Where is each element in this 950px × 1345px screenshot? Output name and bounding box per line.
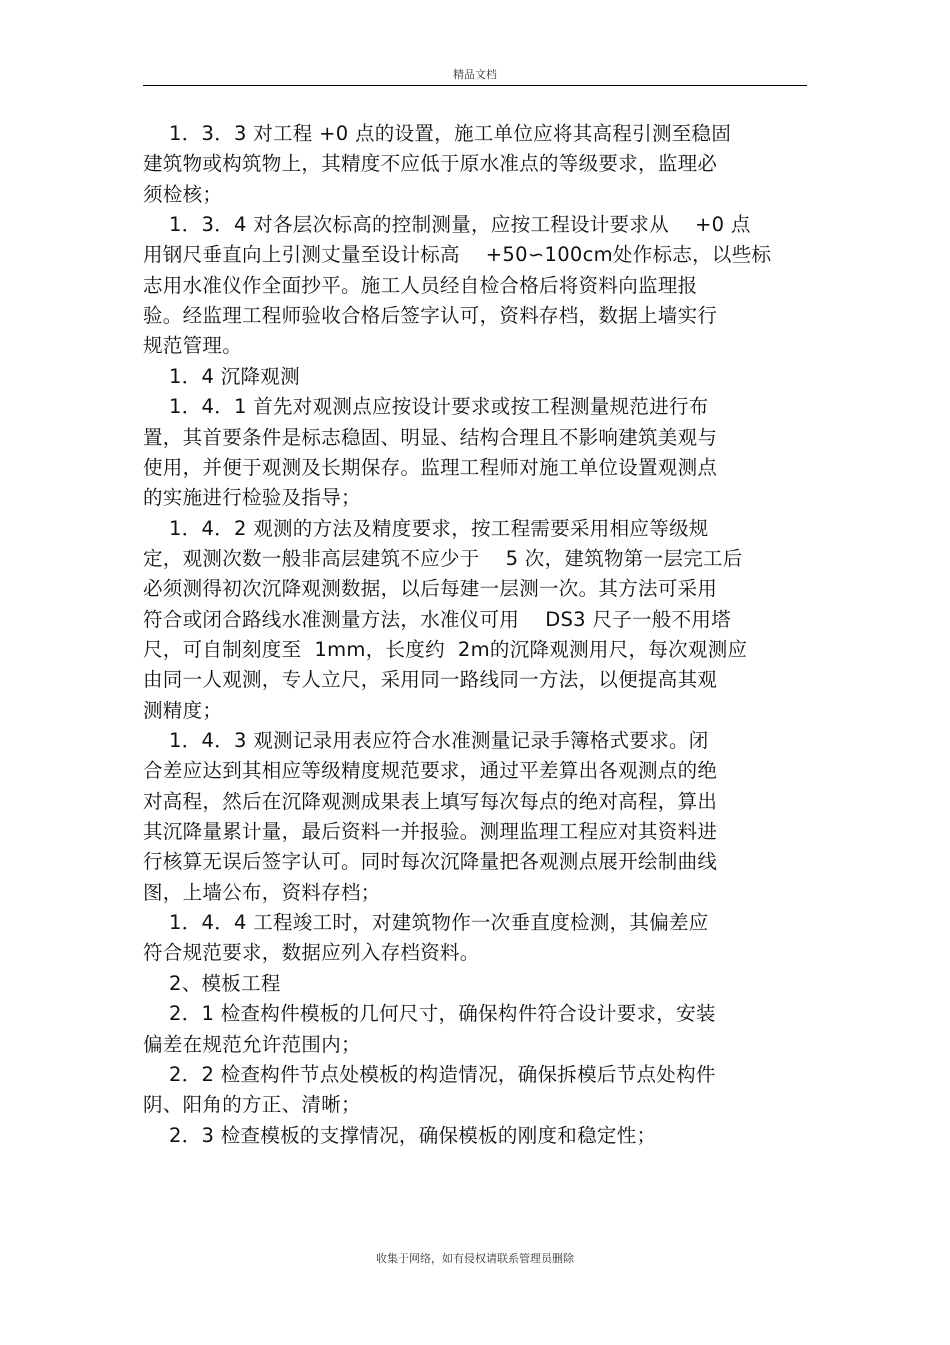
text-line: 置，其首要条件是标志稳固、明显、结构合理且不影响建筑美观与 <box>143 425 718 449</box>
text-line: 1．3．3 对工程 +0 点的设置，施工单位应将其高程引测至稳固 <box>143 122 732 145</box>
text-line: 对高程，然后在沉降观测成果表上填写每次每点的绝对高程，算出 <box>143 789 718 813</box>
page-footer: 收集于网络，如有侵权请联系管理员删除 <box>376 1252 574 1265</box>
header-divider <box>143 85 807 86</box>
text-line: 阴、阳角的方正、清晰； <box>143 1093 361 1117</box>
text-line: 其沉降量累计量，最后资料一并报验。测理监理工程应对其资料进 <box>143 820 718 844</box>
text-line: 须检核； <box>143 182 223 206</box>
text-line: 的实施进行检验及指导； <box>143 486 361 510</box>
text-line: 志用水准仪作全面抄平。施工人员经自检合格后将资料向监理报 <box>143 273 698 297</box>
text-line: 2．2 检查构件节点处模板的构造情况，确保拆模后节点处构件 <box>143 1062 716 1086</box>
text-line: 测精度； <box>143 698 223 722</box>
text-line: 2．1 检查构件模板的几何尺寸，确保构件符合设计要求，安装 <box>143 1002 716 1026</box>
text-line: 规范管理。 <box>143 334 243 358</box>
text-line: 合差应达到其相应等级精度规范要求，通过平差算出各观测点的绝 <box>143 759 718 783</box>
text-line: 1．4．4 工程竣工时，对建筑物作一次垂直度检测，其偏差应 <box>143 911 709 935</box>
text-line: 符合规范要求，数据应列入存档资料。 <box>143 941 480 965</box>
text-line: 使用，并便于观测及长期保存。监理工程师对施工单位设置观测点 <box>143 455 718 479</box>
text-line: 定，观测次数一般非高层建筑不应少于 5 次，建筑物第一层完工后 <box>143 546 743 570</box>
text-line: 1．4．1 首先对观测点应按设计要求或按工程测量规范进行布 <box>143 395 709 419</box>
text-line: 用钢尺垂直向上引测丈量至设计标高 +50∽100cm处作标志，以些标 <box>143 243 772 267</box>
text-line: 必须测得初次沉降观测数据，以后每建一层测一次。其方法可采用 <box>143 577 718 601</box>
text-line: 图，上墙公布，资料存档； <box>143 880 381 904</box>
text-line: 偏差在规范允许范围内； <box>143 1032 361 1056</box>
text-line: 符合或闭合路线水准测量方法，水准仪可用 DS3 尺子一般不用塔 <box>143 607 731 631</box>
text-line: 2、模板工程 <box>143 971 281 995</box>
text-line: 1．4．3 观测记录用表应符合水准测量记录手簿格式要求。闭 <box>143 729 709 752</box>
text-line: 由同一人观测，专人立尺，采用同一路线同一方法，以便提高其观 <box>143 668 718 692</box>
text-line: 1．3．4 对各层次标高的控制测量，应按工程设计要求从 +0 点 <box>143 213 751 237</box>
text-line: 尺，可自制刻度至 1mm，长度约 2m的沉降观测用尺，每次观测应 <box>143 637 748 661</box>
text-line: 1．4 沉降观测 <box>143 364 300 388</box>
text-line: 2．3 检查模板的支撑情况，确保模板的刚度和稳定性； <box>143 1123 657 1147</box>
page-header: 精品文档 <box>453 68 497 81</box>
text-line: 行核算无误后签字认可。同时每次沉降量把各观测点展开绘制曲线 <box>143 850 718 874</box>
text-line: 1．4．2 观测的方法及精度要求，按工程需要采用相应等级规 <box>143 516 709 540</box>
text-line: 验。经监理工程师验收合格后签字认可，资料存档，数据上墙实行 <box>143 304 718 328</box>
text-line: 建筑物或构筑物上，其精度不应低于原水准点的等级要求，监理必 <box>143 152 718 176</box>
